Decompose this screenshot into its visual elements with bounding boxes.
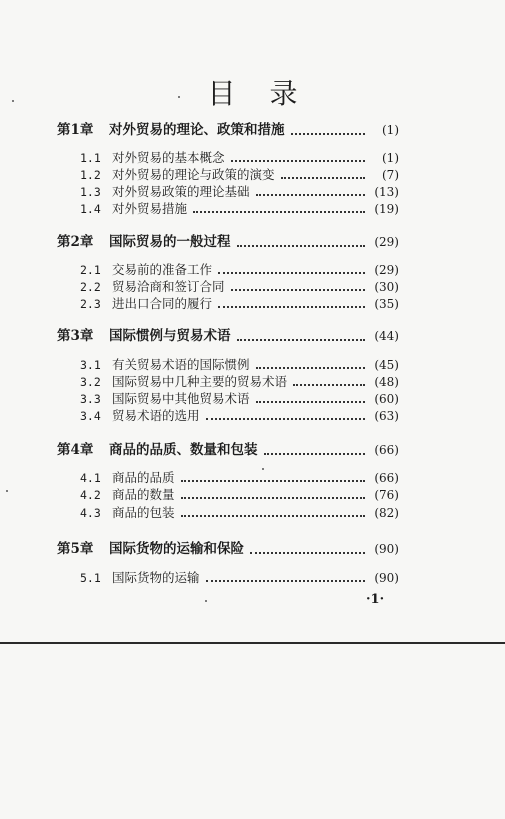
section-page: (76) [374, 488, 399, 502]
dot-leader [256, 367, 365, 369]
dot-leader [291, 133, 366, 135]
dot-leader [237, 245, 366, 247]
section-title: 商品的包装 [112, 505, 175, 520]
section-number: 5.1 [80, 571, 101, 585]
dot-leader [181, 480, 365, 482]
chapter-page: (29) [374, 235, 399, 249]
section-number: 2.1 [80, 263, 101, 277]
section-title: 国际货物的运输 [112, 570, 200, 585]
scan-speck [262, 468, 264, 470]
dot-leader [206, 580, 365, 582]
dot-leader [264, 453, 366, 455]
toc-section-3-4 [80, 407, 399, 424]
toc-section-4-1 [80, 469, 399, 486]
section-title: 贸易术语的选用 [112, 408, 200, 423]
section-number: 2.2 [80, 280, 101, 294]
chapter-title: 商品的品质、数量和包装 [109, 442, 258, 458]
section-page: (82) [374, 506, 399, 520]
chapter-title: 国际货物的运输和保险 [109, 541, 244, 557]
chapter-number: 第5章 [57, 541, 94, 557]
chapter-number: 第1章 [57, 122, 94, 138]
toc-chapter-2 [57, 233, 399, 251]
section-number: 2.3 [80, 297, 101, 311]
dot-leader [231, 289, 365, 291]
toc-section-1-3 [80, 183, 399, 200]
toc-section-1-2 [80, 166, 399, 183]
scan-speck [205, 600, 207, 602]
section-number: 1.3 [80, 185, 101, 199]
section-number: 4.3 [80, 506, 101, 520]
section-page: (90) [374, 571, 399, 585]
section-title: 贸易洽商和签订合同 [112, 279, 225, 294]
dot-leader [218, 272, 365, 274]
dot-leader [281, 177, 365, 179]
toc-section-1-1 [80, 149, 399, 166]
section-number: 3.4 [80, 409, 101, 423]
page-number: ·1· [366, 592, 385, 607]
section-page: (29) [374, 263, 399, 277]
section-page: (45) [374, 358, 399, 372]
section-page: (30) [374, 280, 399, 294]
section-number: 3.2 [80, 375, 101, 389]
scan-speck [6, 490, 8, 492]
dot-leader [231, 160, 365, 162]
dot-leader [193, 211, 365, 213]
section-title: 对外贸易的理论与政策的演变 [112, 167, 275, 182]
dot-leader [250, 552, 365, 554]
section-page: (7) [382, 168, 399, 182]
chapter-title: 国际惯例与贸易术语 [109, 328, 231, 344]
scan-speck [178, 96, 180, 98]
chapter-title: 国际贸易的一般过程 [109, 234, 231, 250]
section-title: 对外贸易政策的理论基础 [112, 184, 250, 199]
section-title: 国际贸易中几种主要的贸易术语 [112, 374, 288, 389]
toc-chapter-4 [57, 441, 399, 459]
section-title: 商品的品质 [112, 470, 175, 485]
section-page: (66) [374, 471, 399, 485]
section-page: (48) [374, 375, 399, 389]
section-title: 国际贸易中其他贸易术语 [112, 391, 250, 406]
toc-section-3-3 [80, 390, 399, 407]
toc-section-2-1 [80, 261, 399, 278]
section-number: 1.1 [80, 151, 101, 165]
chapter-number: 第4章 [57, 442, 94, 458]
toc-section-4-2 [80, 486, 399, 503]
chapter-page: (1) [382, 123, 399, 137]
chapter-page: (44) [374, 329, 399, 343]
section-number: 1.2 [80, 168, 101, 182]
section-title: 商品的数量 [112, 487, 175, 502]
chapter-title: 对外贸易的理论、政策和措施 [109, 122, 285, 138]
chapter-page: (66) [374, 443, 399, 457]
section-page: (60) [374, 392, 399, 406]
dot-leader [181, 497, 365, 499]
section-page: (19) [374, 202, 399, 216]
section-title: 有关贸易术语的国际惯例 [112, 357, 250, 372]
toc-chapter-3 [57, 327, 399, 345]
section-number: 3.1 [80, 358, 101, 372]
section-page: (13) [374, 185, 399, 199]
toc-section-5-1 [80, 569, 399, 586]
dot-leader [293, 384, 365, 386]
section-number: 3.3 [80, 392, 101, 406]
toc-section-4-3 [80, 504, 399, 521]
section-title: 交易前的准备工作 [112, 262, 213, 277]
section-page: (63) [374, 409, 399, 423]
toc-section-3-1 [80, 356, 399, 373]
chapter-page: (90) [374, 542, 399, 556]
section-title: 对外贸易的基本概念 [112, 150, 225, 165]
dot-leader [206, 418, 365, 420]
page-edge-rule [0, 642, 505, 644]
section-page: (35) [374, 297, 399, 311]
page-title: 目录 [207, 77, 332, 110]
section-page: (1) [382, 151, 399, 165]
section-number: 4.2 [80, 488, 101, 502]
dot-leader [181, 515, 365, 517]
toc-chapter-1 [57, 121, 399, 139]
dot-leader [237, 339, 366, 341]
scan-speck [12, 100, 14, 102]
toc-section-1-4 [80, 200, 399, 217]
dot-leader [256, 401, 365, 403]
dot-leader [256, 194, 365, 196]
dot-leader [218, 306, 365, 308]
chapter-number: 第2章 [57, 234, 94, 250]
chapter-number: 第3章 [57, 328, 94, 344]
section-title: 对外贸易措施 [112, 201, 188, 216]
section-number: 4.1 [80, 471, 101, 485]
toc-section-3-2 [80, 373, 399, 390]
section-number: 1.4 [80, 202, 101, 216]
toc-chapter-5 [57, 540, 399, 558]
toc-section-2-3 [80, 295, 399, 312]
section-title: 进出口合同的履行 [112, 296, 213, 311]
toc-section-2-2 [80, 278, 399, 295]
